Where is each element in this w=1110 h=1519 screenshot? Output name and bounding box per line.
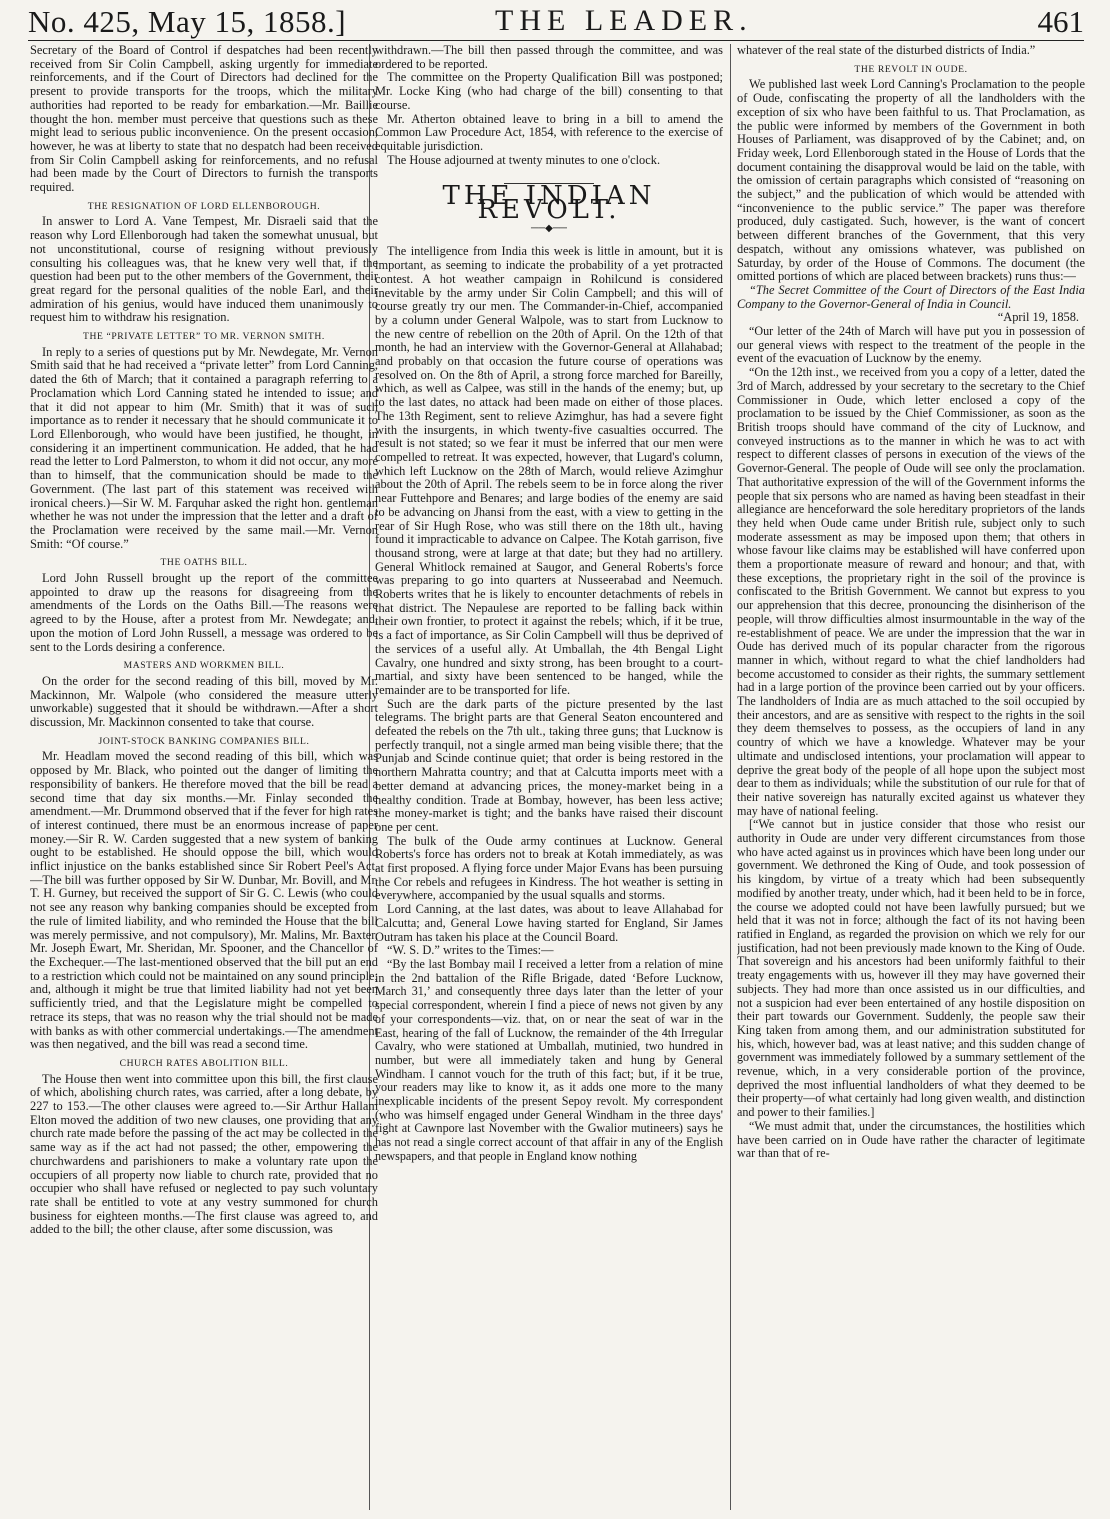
section-heading: MASTERS AND WORKMEN BILL. xyxy=(123,660,285,672)
section-heading: THE OATHS BILL. xyxy=(160,557,248,569)
section-heading: THE “PRIVATE LETTER” TO MR. VERNON SMITH. xyxy=(83,331,325,343)
paragraph: Such are the dark parts of the picture presented by the last telegrams. The bright parts are that General Seaton encountered and defeated the rebels on the 7th ult., taking three guns; that Lucknow is perfectly tranquil, not a single armed man being visible there; that the Punjab and Scinde continue quiet; that order is being restored in the northern Mahratta country; and that at Calcutta imports meet with a better demand at advancing prices, the money-market being in a healthy condition. Trade at Bombay, however, has been less active; the money-market is tight; and the banks have raised their discount one per cent. xyxy=(375,696,723,834)
paragraph: whatever of the real state of the disturbed districts of India.” xyxy=(737,44,1036,57)
despatch-date: “April 19, 1858. xyxy=(997,310,1079,325)
ornament-rule: ──◆── xyxy=(530,222,568,234)
paragraph: We published last week Lord Canning's Proclamation to the people of Oude, confiscating the property of all the landholders with the exception of six who have been faithful to us. That Proclamation, as the public were informed by members of the Government in both Houses of Parliament, was disapproved of by the Cabinet; and, on Friday week, Lord Ellenborough stated in the House of Lords that the document containing the disapproval would be laid on the table, with the omission of certain paragraphs which consisted of “reasoning on the subject,” and the publication of which would be attended with “inconvenience to the public service.” The paper was therefore produced, duly castigated. Such, however, is the want of concert between different branches of the Government, that this very despatch, without any omissions whatever, was published on Saturday, by order of the House of Commons. The document (the omitted portions of which are placed between brackets) runs thus:— xyxy=(737,77,1085,284)
column-divider xyxy=(730,44,731,1510)
paragraph: Lord Canning, at the last dates, was about to leave Allahabad for Calcutta; and, General Lowe having started for England, Sir James Outram has taken his place at the Council Board. xyxy=(375,902,723,944)
paragraph: “We must admit that, under the circumstances, the hostilities which have been carried on in Oude have rather the character of legitimate war than that of re- xyxy=(737,1118,1085,1161)
page-number: 461 xyxy=(1037,4,1084,39)
section-title: THE INDIAN REVOLT. xyxy=(442,181,656,226)
paragraph: “Our letter of the 24th of March will have put you in possession of our general views with respect to the treatment of the people in the event of the evacuation of Lucknow by the enemy. xyxy=(737,324,1085,366)
paragraph: Mr. Headlam moved the second reading of this bill, which was opposed by Mr. Black, who pointed out the danger of limiting the responsibility of bankers. He therefore moved that the bill be read a second time that day six months.—Mr. Finlay seconded the amendment.—Mr. Drummond observed that if the fever for high rates of interest continued, there must be an enormous increase of paper money.—Sir R. W. Carden suggested that a new system of banking ought to be established. He should oppose the bill, which would inflict injustice on the banks established since Sir Robert Peel's Act.—The bill was further opposed by Sir W. Dunbar, Mr. Bovill, and Mr. T. H. Gurney, but received the support of Sir G. C. Lewis (who could not see any reason why banking companies should be excepted from the rule of limited liability, and who reminded the House that the bill was merely permissive, and not compulsory), Mr. Malins, Mr. Baxter, Mr. Joseph Ewart, Mr. Sheridan, Mr. Spooner, and the Chancellor of the Exchequer.—The last-mentioned observed that the bill put an end to a restriction which could not be maintained on any sound principle; and, although it might be true that limited liability had not yet been sufficiently tried, and that the Legislature might be compelled to retrace its steps, that was no reason why the trial should not be made with banks as with other commercial undertakings.—The amendment was then negatived, and the bill was read a second time. xyxy=(30,749,378,1052)
paragraph: On the order for the second reading of this bill, moved by Mr. Mackinnon, Mr. Walpole (who considered the measure utterly unworkable) suggested that it should be withdrawn.—After a short discussion, Mr. Mackinnon consented to take that course. xyxy=(30,673,378,730)
issue-date: No. 425, May 15, 1858.] xyxy=(28,4,347,39)
masthead-rule xyxy=(28,40,1084,41)
paragraph: The House adjourned at twenty minutes to one o'clock. xyxy=(387,152,661,167)
paragraph: withdrawn.—The bill then passed through the committee, and was ordered to be reported. xyxy=(375,44,723,71)
paragraph: “W. S. D.” writes to the Times:— xyxy=(387,943,554,958)
paragraph: Mr. Atherton obtained leave to bring in a bill to amend the Common Law Procedure Act, 1854, with reference to the exercise of equitable jurisdiction. xyxy=(375,111,723,153)
section-heading: THE REVOLT IN OUDE. xyxy=(854,63,968,75)
section-heading: JOINT-STOCK BANKING COMPANIES BILL. xyxy=(98,735,310,747)
paragraph: Secretary of the Board of Control if despatches had been recently received from Sir Colin Campbell, asking urgently for immediate reinforcements, and if the Court of Directors had declined for the present to provide transports for the troops, which the military authorities had reported to be ready for embarkation.—Mr. Baillie thought the hon. member must perceive that questions such as these might lead to serious public inconvenience. On the present occasion, however, he was at liberty to state that no despatch had been received from Sir Colin Campbell asking for reinforcements, and no refusal had been made by the Court of Directors to furnish the transports required. xyxy=(30,44,378,195)
column-3 xyxy=(737,44,1085,1512)
despatch-heading: “The Secret Committee of the Court of Directors of the East India Company to the Governor-General of India in Council. xyxy=(737,282,1085,311)
column-1 xyxy=(30,44,378,1512)
paragraph: The bulk of the Oude army continues at Lucknow. General Roberts's force has orders not to break at Kotah immediately, as was at first proposed. A flying force under Major Evans has been pursuing the Cor rebels and refugees in Kindress. The hot weather is setting in everywhere, accompanied by the usual squalls and storms. xyxy=(375,833,723,903)
paragraph: The intelligence from India this week is little in amount, but it is important, as seeming to indicate the probability of a yet protracted contest. A hot weather campaign in Rohilcund is considered inevitable by the army under Sir Colin Campbell; and this will of course greatly try our men. The Commander-in-Chief, accompanied by a column under General Walpole, was to start from Lucknow to the new centre of rebellion on the 20th of April. On the 12th of that month, he had an interview with the Governor-General at Allahabad; and probably on that occasion the future course of operations was resolved on. On the 8th of April, a strong force marched for Bareilly, which, as well as Calpee, was still in the hands of the enemy; but, up to the last dates, no attack had been made on either of those places. The 13th Regiment, sent to relieve Azimghur, has had a severe fight with the insurgents, in which twenty-five casualties occurred. The result is not stated; so we fear it must be inferred that our men were compelled to retreat. It was expected, however, that Lugard's column, which left Lucknow on the 28th of March, would relieve Azimghur about the 20th of April. The rebels seem to be in force along the river near Futtehpore and Benares; and large bodies of the enemy are said to be advancing on Jhansi from the east, with a view to getting in the rear of Sir Hugh Rose, who was still there on the 18th ult., having found it impracticable to advance on Calpee. The Kotah garrison, five thousand strong, were at large at that date; but they had no artillery. General Whitlock remained at Saugor, and General Roberts's force was preparing to go into quarters at Nusseerabad and Neemuch. Roberts writes that he is likely to encounter detachments of rebels in that district. The Nepaulese are reported to be falling back within their own frontier, to protect it against the rebels; which, if it be true, is a fact of importance, as Sir Colin Campbell will thus be deprived of the services of a useful ally. At Umballah, the 4th Bengal Light Cavalry, one hundred and sixty strong, has been brought to a court-martial, and sixty have been sentenced to be hanged, while the remainder are to be transported for life. xyxy=(375,244,723,697)
newspaper-title: THE LEADER. xyxy=(495,4,753,37)
paragraph: The House then went into committee upon this bill, the first clause of which, abolishing church rates, was carried, after a long debate, by 227 to 153.—The other clauses were agreed to.—Sir Arthur Hallam Elton moved the addition of two new clauses, one providing that any church rate made before the passing of the act may be collected in the same way as if the act had not passed; the other, empowering the churchwardens and parishioners to make a voluntary rate upon the occupiers of all property now liable to church rate, provided that no occupier who shall have refused or neglected to pay such voluntary rate shall be entitled to vote at any vestry summoned for church business for eighteen months.—The first clause was agreed to, and added to the bill; the other clause, after some discussion, was xyxy=(30,1071,378,1237)
quoted-letter: “By the last Bombay mail I received a letter from a relation of mine in the 2nd battalion of the Rifle Brigade, dated ‘Before Lucknow, March 31,’ and consequently three days later than the letter of your special correspondent, wherein I find a piece of news not given by any of your correspondents—viz. that, on or near the seat of war in the East, hearing of the fall of Lucknow, the remainder of the 4th Irregular Cavalry, who were stationed at Umballah, mutinied, two hundred in number, but were all immediately taken and hung by General Windham. I cannot vouch for the truth of this fact; but, if it be true, your readers may like to know it, as it adds one more to the many inexplicable incidents of the present Sepoy revolt. My correspondent (who was himself engaged under General Windham in the three days' fight at Cawnpore last November with the Gwalior mutineers) says he has not read a single correct account of that affair in any of the English newspapers, and that people in England know nothing xyxy=(375,957,723,1163)
section-heading: THE RESIGNATION OF LORD ELLENBOROUGH. xyxy=(87,200,321,212)
masthead xyxy=(0,0,1110,40)
section-heading: CHURCH RATES ABOLITION BILL. xyxy=(119,1057,289,1069)
paragraph: “On the 12th inst., we received from you a copy of a letter, dated the 3rd of March, addressed by your secretary to the secretary to the Chief Commissioner in Oude, which letter enclosed a copy of the proclamation to be issued by the Chief Commissioner, as soon as the British troops should have command of the city of Lucknow, and conveyed instructions as to the manner in which he was to act with respect to different classes of persons in execution of the views of the Governor-General. The people of Oude will see only the proclamation. That authoritative expression of the will of the Government informs the people that six persons who are named as having been steadfast in their allegiance are henceforward the sole hereditary proprietors of the lands they held when Oude came under British rule, subject only to such moderate assessment as may be imposed upon them; that others in whose favour like claims may be established will have conferred upon them a proportionate measure of reward and honour; and that, with these exceptions, the proprietary right in the soil of the province is confiscated to the British Government. We cannot but express to you our apprehension that this decree, pronouncing the disinherison of the people, will throw difficulties almost insurmountable in the way of the re-establishment of peace. We are under the impression that the war in Oude has derived much of its popular character from the rigorous manner in which, without regard to what the chief landholders had become accustomed to consider as their rights, the summary settlement had in a large portion of the province been carried out by your officers. The landholders of India are as much attached to the soil occupied by their ancestors, and are as sensitive with respect to the rights in the soil they deem themselves to possess, as the occupiers of land in any country of which we have a knowledge. Whatever may be your ultimate and undisclosed intentions, your proclamation will appear to deprive the great body of the people of all hope upon the subject most dear to them as individuals; while the substitution of our rule for that of their native sovereign has naturally excited against us whatever they may have of national feeling. xyxy=(737,365,1085,818)
paragraph: [“We cannot but in justice consider that those who resist our authority in Oude are under very different circumstances from those who have acted against us in provinces which have been long under our government. We dethroned the King of Oude, and took possession of his kingdom, by virtue of a treaty which had been subsequently modified by another treaty, under which, had it been held to be in force, the course we adopted could not have been lawfully pursued; but we held that it was not in force; although the fact of its not having been ratified in England, as regarded the provision on which we rely for our justification, had not been previously made known to the King of Oude. That sovereign and his ancestors had been uniformly faithful to their treaty engagements with us, however ill they may have governed their subjects. They had more than once assisted us in our difficulties, and not a suspicion had ever been entertained of any hostile disposition on their part towards our Government. Suddenly, the people saw their King taken from among them, and our administration substituted for his, which, however bad, was at least native; and this sudden change of government was immediately followed by a summary settlement of the revenue, which, in a very considerable portion of the province, deprived the most influential landholders of what they deemed to be their property—of what certainly had long given wealth, and distinction and power to their families.] xyxy=(737,817,1085,1120)
paragraph: In answer to Lord A. Vane Tempest, Mr. Disraeli said that the reason why Lord Ellenborough had taken the somewhat unusual, but not unconstitutional, course of resigning without previously consulting his colleagues was, that he knew very well that, if the question had been put to the other members of the Government, their great regard for the personal qualities of the noble Earl, and their admiration of his genius, would have induced them unanimously to request him to withdraw his resignation. xyxy=(30,214,378,325)
column-2 xyxy=(375,44,723,1512)
paragraph: The committee on the Property Qualification Bill was postponed; Mr. Locke King (who had charge of the bill) consenting to that course. xyxy=(375,70,723,112)
paragraph: Lord John Russell brought up the report of the committee appointed to draw up the reasons for disagreeing from the amendments of the Lords on the Oaths Bill.—The reasons were agreed to by the House, after a protest from Mr. Newdegate; and, upon the motion of Lord John Russell, a message was ordered to be sent to the Lords desiring a conference. xyxy=(30,571,378,654)
paragraph: In reply to a series of questions put by Mr. Newdegate, Mr. Vernon Smith said that he had received a “private letter” from Lord Canning, dated the 6th of March; that it contained a paragraph referring to a Proclamation which Lord Canning stated he intended to issue; and that it did not appear to him (Mr. Smith) that it was of such importance as to render it necessary that he should communicate it to Lord Ellenborough, who would have been justified, he thought, in considering it an impertinent communication. He added, that he had read the letter to Lord Palmerston, to whom it did not occur, any more than to himself, that the communication should be made to the Government. (The last part of this statement was received with ironical cheers.)—Sir W. M. Farquhar asked the right hon. gentleman whether he was not under the impression that the letter and a draft of the Proclamation were received by the same mail.—Mr. Vernon Smith: “Of course.” xyxy=(30,344,378,551)
